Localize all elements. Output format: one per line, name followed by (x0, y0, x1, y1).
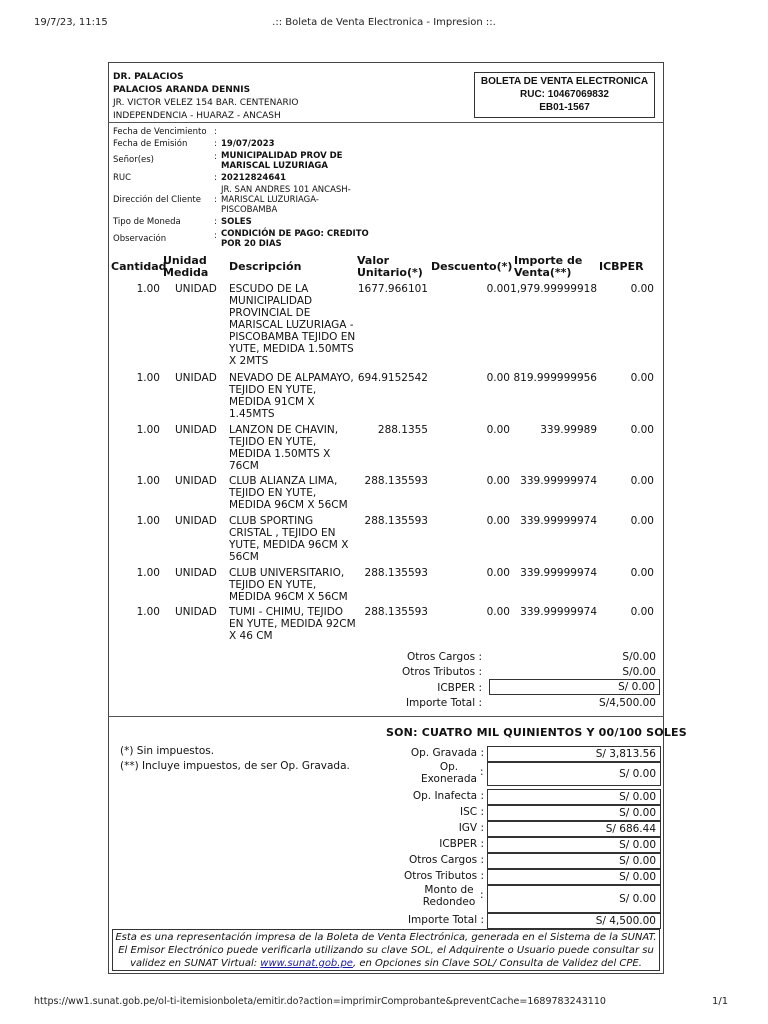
summary-isc-label: ISC : (460, 806, 484, 818)
page-number: 1/1 (712, 996, 729, 1007)
divider (108, 122, 664, 123)
print-url: https://ww1.sunat.gob.pe/ol-ti-itemisionboleta/emitir.do?action=imprimirComprobante&preventCache=1689783243110 (34, 996, 606, 1007)
amount-in-words: SON: CUATRO MIL QUINIENTOS Y 00/100 SOLES (386, 726, 687, 739)
cell-valor: 1677.966101 (357, 283, 428, 295)
subtotal-icbper-value: S/ 0.00 (489, 679, 660, 695)
legal-text-end: , en Opciones sin Clave SOL/ Consulta de Validez del CPE. (352, 958, 642, 969)
summary-inafecta-label: Op. Inafecta : (412, 790, 484, 802)
summary-otros_cargos-label: Otros Cargos : (408, 854, 484, 866)
info-label: Tipo de Moneda (113, 217, 181, 227)
info-label: Señor(es) (113, 155, 154, 165)
col-header-unidad: Unidad Medida (163, 254, 209, 279)
issuer-fullname: PALACIOS ARANDA DENNIS (113, 85, 251, 95)
cell-unidad: UNIDAD (175, 475, 217, 487)
info-label: Observación (113, 234, 167, 244)
cell-icbper: 0.00 (630, 515, 654, 527)
cell-descripcion: TUMI - CHIMU, TEJIDO EN YUTE, MEDIDA 92CM X 46 CM (229, 606, 356, 642)
subtotal-otros-tributos-value: S/0.00 (622, 666, 656, 678)
info-label: Dirección del Cliente (113, 195, 201, 205)
info-value: MUNICIPALIDAD PROV DE MARISCAL LUZURIAGA (221, 151, 343, 171)
page-title: .:: Boleta de Venta Electronica - Impresion ::. (272, 17, 496, 28)
summary-isc-value: S/ 0.00 (487, 805, 661, 821)
cell-valor: 694.9152542 (357, 372, 428, 384)
cell-descuento: 0.00 (486, 283, 510, 295)
subtotal-importe-total-value: S/4,500.00 (599, 697, 656, 709)
cell-valor: 288.135593 (364, 475, 428, 487)
issuer-block (113, 71, 298, 123)
cell-icbper: 0.00 (630, 567, 654, 579)
note-sin-impuestos: (*) Sin impuestos. (120, 745, 215, 757)
cell-cantidad: 1.00 (136, 424, 160, 436)
cell-descuento: 0.00 (486, 372, 510, 384)
summary-redondeo-value: S/ 0.00 (487, 885, 661, 913)
summary-exonerada-label: Op. Exonerada (421, 761, 477, 785)
summary-otros_tributos-value: S/ 0.00 (487, 869, 661, 885)
issuer-location: INDEPENDENCIA - HUARAZ - ANCASH (113, 111, 281, 121)
cell-cantidad: 1.00 (136, 515, 160, 527)
cell-importe: 339.99989 (540, 424, 597, 436)
cell-importe: 339.99999974 (520, 515, 597, 527)
summary-gravada-label: Op. Gravada : (410, 747, 484, 759)
info-label: Fecha de Emisión (113, 139, 188, 149)
cell-descripcion: LANZON DE CHAVIN, TEJIDO EN YUTE, MEDIDA 1.50MTS X 76CM (229, 424, 339, 472)
cell-descuento: 0.00 (486, 424, 510, 436)
cell-cantidad: 1.00 (136, 283, 160, 295)
cell-descuento: 0.00 (486, 606, 510, 618)
cell-descuento: 0.00 (486, 475, 510, 487)
legal-text: Esta es una representación impresa de la Boleta de Venta Electrónica, generada en el Sistema de la SUNAT. El Emisor Electrónico puede verificarla utilizando su clave SOL, el Adquirente o Usuario puede consultar su validez en SUNAT Virtual: (115, 932, 657, 969)
cell-importe: 819.999999956 (513, 372, 597, 384)
subtotal-otros-cargos-value: S/0.00 (622, 651, 656, 663)
cell-importe: 1,979.99999918 (510, 283, 597, 295)
document-type-box (474, 72, 655, 118)
col-header-descuento: Descuento(*) (431, 260, 513, 273)
info-label: Fecha de Vencimiento (113, 127, 207, 137)
cell-descuento: 0.00 (486, 567, 510, 579)
summary-igv-value: S/ 686.44 (487, 821, 661, 837)
cell-unidad: UNIDAD (175, 283, 217, 295)
col-header-valor: Valor Unitario(*) (357, 254, 423, 279)
summary-igv-label: IGV : (458, 822, 484, 834)
cell-icbper: 0.00 (630, 283, 654, 295)
cell-importe: 339.99999974 (520, 567, 597, 579)
summary-colon: : (480, 766, 484, 778)
issuer-address: JR. VICTOR VELEZ 154 BAR. CENTENARIO (113, 98, 299, 108)
summary-redondeo-label: Monto de Redondeo (422, 884, 476, 908)
divider (108, 716, 664, 717)
cell-cantidad: 1.00 (136, 372, 160, 384)
info-value: 19/07/2023 (221, 139, 275, 149)
col-header-icbper: ICBPER (599, 260, 644, 273)
issuer-name: DR. PALACIOS (113, 72, 184, 82)
summary-otros_cargos-value: S/ 0.00 (487, 853, 661, 869)
subtotal-icbper-label: ICBPER : (437, 682, 482, 694)
summary-gravada-value: S/ 3,813.56 (487, 746, 661, 762)
summary-exonerada-value: S/ 0.00 (487, 762, 661, 786)
legal-notice (112, 929, 660, 971)
cell-unidad: UNIDAD (175, 372, 217, 384)
cell-icbper: 0.00 (630, 475, 654, 487)
summary-otros_tributos-label: Otros Tributos : (403, 870, 484, 882)
document-number: EB01-1567 (539, 102, 590, 113)
cell-descripcion: CLUB ALIANZA LIMA, TEJIDO EN YUTE, MEDIDA 96CM X 56CM (229, 475, 348, 511)
subtotal-importe-total-label: Importe Total : (405, 697, 482, 709)
cell-unidad: UNIDAD (175, 515, 217, 527)
cell-cantidad: 1.00 (136, 567, 160, 579)
cell-descripcion: NEVADO DE ALPAMAYO, TEJIDO EN YUTE, MEDIDA 91CM X 1.45MTS (229, 372, 354, 420)
cell-valor: 288.135593 (364, 567, 428, 579)
cell-unidad: UNIDAD (175, 424, 217, 436)
info-value: JR. SAN ANDRES 101 ANCASH-MARISCAL LUZURIAGA-PISCOBAMBA (221, 185, 351, 215)
subtotal-otros-cargos-label: Otros Cargos : (406, 651, 482, 663)
info-value: CONDICIÓN DE PAGO: CREDITO POR 20 DIAS (221, 229, 369, 249)
cell-descripcion: CLUB SPORTING CRISTAL , TEJIDO EN YUTE, MEDIDA 96CM X 56CM (229, 515, 349, 563)
cell-cantidad: 1.00 (136, 606, 160, 618)
col-header-cantidad: Cantidad (111, 260, 167, 273)
summary-inafecta-value: S/ 0.00 (487, 789, 661, 805)
summary-total-value: S/ 4,500.00 (487, 913, 661, 929)
summary-colon: : (480, 889, 484, 901)
cell-cantidad: 1.00 (136, 475, 160, 487)
cell-descuento: 0.00 (486, 515, 510, 527)
print-datetime: 19/7/23, 11:15 (34, 17, 108, 28)
cell-valor: 288.135593 (364, 515, 428, 527)
cell-valor: 288.135593 (364, 606, 428, 618)
cell-unidad: UNIDAD (175, 606, 217, 618)
subtotal-otros-tributos-label: Otros Tributos : (401, 666, 482, 678)
cell-icbper: 0.00 (630, 424, 654, 436)
col-header-importe: Importe de Venta(**) (514, 254, 583, 279)
cell-descripcion: CLUB UNIVERSITARIO, TEJIDO EN YUTE, MEDIDA 96CM X 56CM (229, 567, 348, 603)
summary-icbper-value: S/ 0.00 (487, 837, 661, 853)
cell-valor: 288.1355 (377, 424, 428, 436)
cell-importe: 339.99999974 (520, 606, 597, 618)
issuer-ruc: RUC: 10467069832 (520, 89, 609, 100)
note-incluye-impuestos: (**) Incluye impuestos, de ser Op. Gravada. (120, 760, 350, 772)
sunat-link[interactable]: www.sunat.gob.pe (260, 958, 353, 969)
info-label: RUC (113, 173, 132, 183)
cell-unidad: UNIDAD (175, 567, 217, 579)
cell-descripcion: ESCUDO DE LA MUNICIPALIDAD PROVINCIAL DE MARISCAL LUZURIAGA - PISCOBAMBA TEJIDO EN YUTE, MEDIDA 1.50MTS X 2MTS (229, 283, 356, 367)
info-value: SOLES (221, 217, 252, 227)
cell-icbper: 0.00 (630, 372, 654, 384)
cell-icbper: 0.00 (630, 606, 654, 618)
summary-total-label: Importe Total : (407, 914, 484, 926)
summary-icbper-label: ICBPER : (439, 838, 484, 850)
document-type: BOLETA DE VENTA ELECTRONICA (480, 76, 649, 87)
col-header-descripcion: Descripción (229, 260, 302, 273)
info-value: 20212824641 (221, 173, 287, 183)
cell-importe: 339.99999974 (520, 475, 597, 487)
